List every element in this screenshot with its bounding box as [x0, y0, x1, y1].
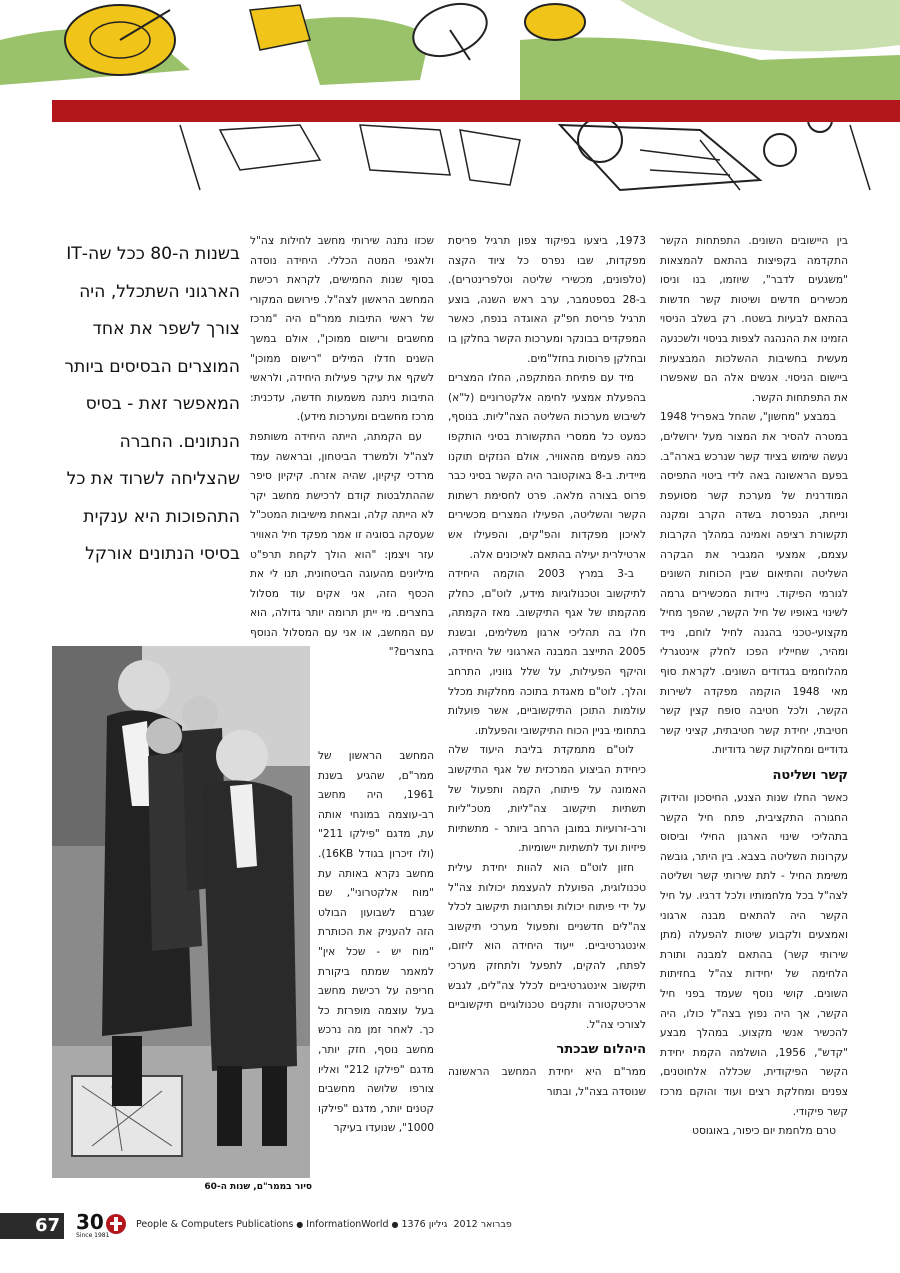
- paragraph: שכזו נתנה שירותי מחשב לחילות צה"ל ולאגפי המטה הכללי. היחידה נוסדה בסוף שנות החמישים, לקראת רכישת המחשב הראשון לצה"ל. פירושם המקורי של ראשי התיבות ממר"ם היה "מרכז מחשבים ורישום ממוכן", אולם במשך השנים חדלו המילים "רישום ממוכן" לשקף את עיקר פעילות היחידה, ולראשי התיבות ניתנה משמעות חדשה, עדכנית: מרכז מחשבים ומערכות מידע).: [250, 235, 434, 424]
- publisher-logo-icon: [106, 1212, 126, 1236]
- paragraph: טרם מלחמת יום כיפור, באוגוסט: [692, 1125, 836, 1138]
- header-red-bar: [52, 100, 900, 122]
- page-number: 67: [0, 1213, 64, 1239]
- paragraph: עם הקמתה, הייתה היחידה משותפת לצה"ל ולמשרד הביטחון, ובראשה עמד מרדכי קיקיון, שהיה אזרח. קיקיון סיפר שההתלבטות קודם לרכישת מחשב יקר לא הייתה קלה, ובאחת מישיבות המטכ"ל שעסקה בסוגיה זו אמר מפקד חיל האוויר עזר ויצמן: "הוא הולך לקחת תרפ"ט מיליונים מהעוגה הביטחונית, תנו לי את הכסף הזה, אני אקים עוד מסלול בחצרים. מי ייתן תרומה יותר גדולה, הוא עם המחשב, או אני עם המסלול הנוסף בחצרים?": [250, 430, 434, 659]
- logo-since: Since 1981: [76, 1232, 110, 1239]
- archive-photo: [52, 646, 310, 1178]
- paragraph: לוט"ם מתמקדת בליבת היעוד שלה כיחידת הביצוע המרכזית של אגף התיקשוב האמונה על פיתוח, הקמה ותפעול של תשתיות תיקשוב צה"ליות, מטכ"ליות ורב-זרועיות במובן הרחב ביותר - מתשתיות פיזיות ועד לתשתיות יישומיות.: [448, 744, 646, 855]
- footer-magazine: InformationWorld: [306, 1219, 389, 1230]
- footer-publisher: People & Computers Publications: [136, 1219, 294, 1230]
- anniversary-logo: 30: [76, 1210, 104, 1234]
- paragraph: במבצע "מחשון", שהחל באפריל 1948 במטרה להסיר את המצור מעל ירושלים, נעשה שימוש בציוד קשר שנרכש בארה"ב. בפעם הראשונה באה לידי ביטוי התפיסה המודרנית של מערכת קשר מסועפת ונייחת, הנפרסת בשדה הקרב ומקנה תקשורת רציפה ואמינה במהלך הקרבות עצמם, אמצעי המגביר את הבקרה השליטה והתיאום שבין הכוחות השונים לגורמי הפיקוד. ניידות המכשירים גרמה לשינוי באופיו של חיל הקשר, שהפך מחיל מקצועי-טכני בהגנה לחיל לוחם, נייד ומהיר, שחייליו הפכו לחלק אינטגרלי מהלוחמים בגדודים השונים. לקראת סוף מאי 1948 הוקמה מפקדה לשירות הקשר, ולכל חטיבה סופח קצין קשר חטיבתי, יחידת קשר חטיבתית, קציני קשר גדודיים ומחלקות קשר גדודיות.: [660, 411, 848, 757]
- footer-issue-number: גיליון 1376: [401, 1219, 448, 1230]
- footer-credits: People & Computers Publications ● InformationWorld ● פברואר 2012 גיליון 1376: [136, 1219, 512, 1230]
- paragraph: ב-3 במרץ 2003 הוקמה היחידה לתיקשוב וטכנולוגיות מידע, לוט"ם, כחלק מהקמתו של אגף התיקשוב. מאז הקמתה, חלו בה תהליכי ארגון משלימים, ובשנת 2005 התייצב המבנה הארגוני של היחידה, והיקף הפעילות, על שלל גווניו, התרחב והלך. לוט"ם מאגדת בתוכה מחלקות מכלל עולמות התוכן התיקשוביים, אשר פועלות בתחומי בניין הכוח התיקשובי והפעלתו.: [448, 568, 646, 737]
- article-column-3-narrow: [318, 747, 434, 1139]
- paragraph: 1973, ביצעו בפיקוד צפון תרגיל פריסת מפקדות, שבו נפרס כל ציוד הקצה (טלפונים, מכשירי שליטה וטלפרינטרים). ב-28 בספטמבר, ערב ראש השנה, בוצע תרגיל פריסת חפ"ק האוגדה בנפח, כאשר המפקדים בבונקר ומערכות הקשר בחלקן בו ובחלקן פרוסות בחזל"מים.: [448, 235, 646, 365]
- footer-issue-date: פברואר 2012: [453, 1219, 512, 1230]
- article-column-1: [660, 232, 848, 1142]
- article-column-2: [448, 232, 646, 1103]
- article-column-3: [250, 232, 434, 663]
- pull-quote: בשנות ה-80 ככל שה-IT הארגוני השתכלל, היה צורך לשפר את אחד המוצרים הבסיסים ביותר המאפשר זאת - בסיס הנתונים. החברה שהצליחה לשרוד את כל התהפוכות היא ענקית בסיסי הנתונים אורקל: [64, 244, 240, 564]
- people-touring-computer-room-icon: [52, 646, 310, 1178]
- paragraph: מיד עם פתיחת המתקפה, החלו המצרים בהפעלת אמצעי לחימה אלקטרוניים (ל"א) לשיבוש מערכות השליטה הצה"ליות. בנוסף, כמעט כל ממסרי התקשורת בסיני הותקפו כמה פעמים מהאוויר, אולם הנזקים תוקנו מיידית. ב-8 באוקטובר היה הקשר בסיני כבר פרוס בצורה מלאה. פרט לחסימת רשתות הקשר והשליטה, הפעילו המצרים מכשירים לאיכון מפקדות והפ"קים, והפעילו אש ארטילרית יעילה בהתאם לאיכונים אלה.: [448, 372, 647, 561]
- paragraph: ממר"ם היא יחידת המחשב הראשונה שנוסדה בצה"ל, ובתור: [448, 1066, 646, 1098]
- photo-caption: סיור בממר"ם, שנות ה-60: [204, 1182, 312, 1192]
- paragraph: בין היישובים השונים. התפתחות הקשר התקדמה בקפיצות בהתאם להמצאות "משגעים לדבר", שיוזמו, בנו וניסו מכשירים חדשים ושיטות קשר חדשות בהתאם לבעיות בשטח. רק בשלב הניסוי הזמינו את ההנהגה לצפות בניסוי ולשכנעה מעשית בחשיבות ההשלכות המבצעיות ביישום הניסוי. אנשים אלה הם שאפשרו את התפתחות הקשר.: [660, 235, 848, 404]
- section-heading: קשר ושליטה: [772, 768, 848, 784]
- paragraph: המחשב הראשון של ממר"ם, שהגיע בשנת 1961, היה מחשב רב-עוצמה במונחי אותה עת, מדגם "פילקו 211" (ולו זיכרון בגודל 16KB). מחשב נקרא באותה עת "מוח אלקטרוני", שם שגרם לשבועון הבולט הזה להעניק את הכותרת "מוח יש - שכל אין" למאמר שמתח ביקורת חריפה על רכישת מחשב בעל עוצמה מופרזת כל כך. לאחר זמן מה נרכש מחשב נוסף, חזק יותר, מדגם "פילקו 212" ואליו צורפו שלושה מחשבים קטנים יותר, מדגם "פילקו 1000", שנועדו בעיקר: [318, 750, 434, 1135]
- section-heading: היהלום שבכתר: [556, 1042, 646, 1058]
- paragraph: חזון לוט"ם הוא להוות יחידת עילית טכנולוגית, הפועלת להעצמת יכולות צה"ל על ידי פיתוח יכולות ופתרונות תיקשוב לכלל צה"לים חדשניים ותפעול מערכי תיקשוב אינטגרטיביים. ייעוד היחידה הוא ליזום, לפתח, להקים, לתפעל ולתחזק מערכי תיקשוב אינטגרטיביים לכלל צה"לים, לגבש ארכיטקטורה ותקנים טכנולוגיים תיקשוביים לצורכי צה"ל.: [448, 862, 646, 1031]
- paragraph: כאשר החלו שנות הצנע, החיסכון והידוק החגורה התקציבית, פתח חיל הקשר בתהליכי שינוי הארגון החילי וביסוס עקרונות השליטה בצבא. בין היתר, גובשה משימת החיל - לתת שירותי קשר ושליטה לצה"ל בכל מלחמותיו ולכל דרגיו. על חיל הקשר היה להתאים מבנה ארגוני ואמצעים ולקבוע שיטות להפעלה (מתן שירותי קשר) בהתאם למבנה ותורת הלחימה של יחידות צה"ל בחזיתות השונים. קושי נוסף שעמד בפני חיל הקשר, אך היה נפוץ בצה"ל כולו, היה להכשיר אנשי מקצוע. במהלך מבצע "קדש", 1956, הושלמה הקמת יחידת הקשר הפיקודית, שכללה אלחוטנים, צפנים ומחלקת רצים ועוד והוקם מרכז קשר פיקודי.: [660, 792, 848, 1118]
